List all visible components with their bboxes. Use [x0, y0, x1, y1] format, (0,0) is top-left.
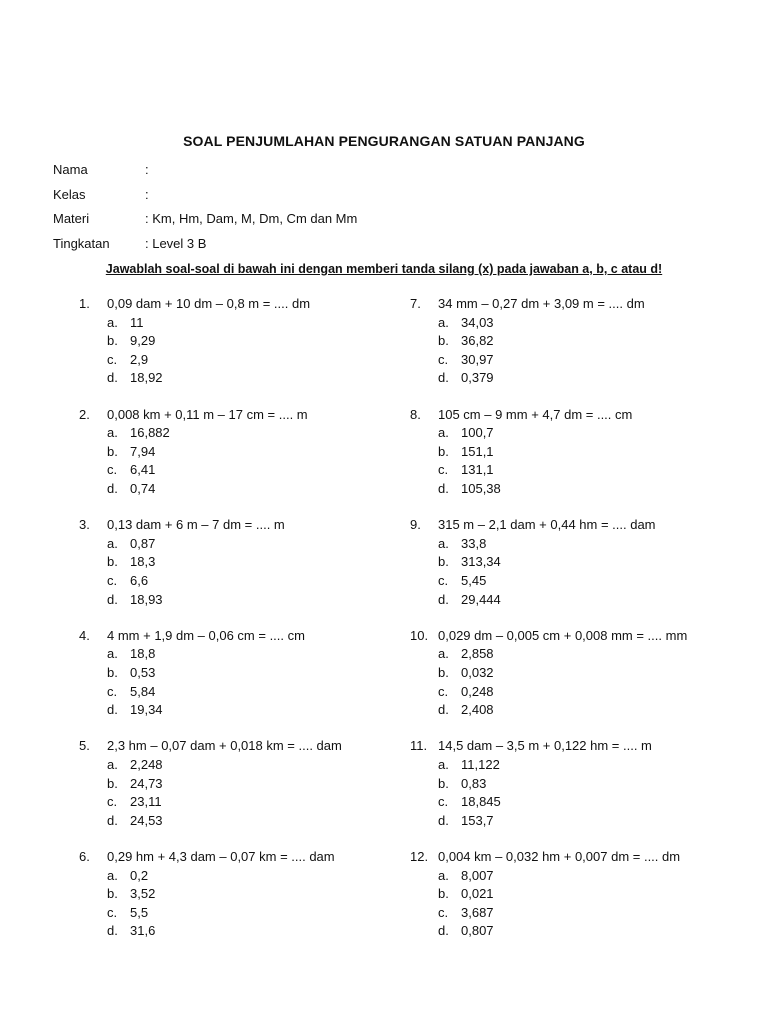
option-letter: d. [438, 591, 449, 607]
answer-option[interactable] [79, 480, 419, 499]
option-letter: a. [107, 867, 118, 883]
question-text: 0,09 dam + 10 dm – 0,8 m = .... dm [107, 296, 311, 311]
question-number: 10. [410, 627, 429, 643]
info-value: : [145, 186, 149, 202]
answer-option[interactable] [410, 922, 750, 941]
option-value: 11,122 [461, 756, 500, 772]
option-letter: d. [438, 702, 449, 718]
question-item [79, 848, 419, 959]
answer-option[interactable] [79, 443, 419, 462]
question-text: 105 cm – 9 mm + 4,7 dm = .... cm [438, 406, 633, 422]
option-letter: d. [438, 370, 449, 386]
option-value: 18,8 [130, 646, 156, 662]
option-value: 18,93 [130, 591, 163, 607]
option-letter: b. [107, 775, 118, 791]
answer-option[interactable] [410, 314, 750, 333]
option-value: 8,007 [461, 867, 494, 883]
option-letter: c. [438, 904, 449, 920]
option-value: 3,687 [461, 904, 494, 920]
option-value: 2,408 [461, 702, 494, 718]
option-letter: c. [107, 462, 118, 478]
info-value: : Km, Hm, Dam, M, Dm, Cm dan Mm [145, 211, 358, 226]
question-stem [410, 848, 750, 867]
answer-option[interactable] [410, 867, 750, 886]
option-letter: a. [438, 867, 449, 883]
info-value: : [145, 162, 149, 177]
answer-option[interactable] [79, 645, 419, 664]
option-letter: a. [438, 756, 449, 772]
option-value: 24,53 [130, 812, 163, 828]
question-item [79, 627, 419, 738]
option-value: 34,03 [461, 314, 494, 330]
answer-option[interactable] [410, 775, 750, 794]
option-letter: c. [438, 572, 449, 588]
info-value: : Level 3 B [145, 235, 207, 251]
option-letter: b. [107, 333, 118, 349]
option-letter: c. [438, 462, 449, 478]
info-label: Kelas [53, 186, 86, 202]
option-letter: c. [107, 351, 118, 367]
option-letter: b. [107, 886, 118, 902]
option-letter: a. [438, 646, 449, 662]
answer-option[interactable] [79, 572, 419, 591]
question-stem [79, 516, 419, 535]
info-label: Tingkatan [53, 235, 110, 251]
question-number: 4. [79, 627, 90, 643]
question-item [410, 848, 750, 959]
question-stem [410, 516, 750, 535]
answer-option[interactable] [79, 812, 419, 831]
option-value: 313,34 [461, 554, 501, 570]
question-item [410, 516, 750, 627]
answer-option[interactable] [79, 351, 419, 370]
option-letter: c. [438, 683, 449, 699]
answer-option[interactable] [79, 885, 419, 904]
answer-option[interactable] [79, 867, 419, 886]
question-text: 4 mm + 1,9 dm – 0,06 cm = .... cm [107, 627, 305, 643]
option-value: 16,882 [130, 425, 170, 441]
option-letter: d. [107, 702, 118, 718]
option-value: 5,84 [130, 683, 156, 699]
answer-option[interactable] [410, 664, 750, 683]
answer-option[interactable] [410, 572, 750, 591]
info-label: Materi [53, 211, 90, 226]
question-column-left [79, 295, 419, 959]
option-letter: c. [438, 351, 449, 367]
option-value: 18,845 [461, 794, 501, 810]
answer-option[interactable] [79, 314, 419, 333]
answer-option[interactable] [79, 369, 419, 388]
option-value: 29,444 [461, 591, 501, 607]
answer-option[interactable] [410, 443, 750, 462]
answer-option[interactable] [79, 424, 419, 443]
option-letter: a. [107, 425, 118, 441]
option-letter: c. [107, 904, 118, 920]
option-letter: d. [107, 923, 118, 939]
option-letter: b. [438, 333, 449, 349]
option-letter: d. [107, 591, 118, 607]
option-value: 153,7 [461, 812, 494, 828]
option-value: 31,6 [130, 923, 156, 939]
option-value: 6,41 [130, 462, 156, 478]
question-number: 5. [79, 738, 90, 754]
option-letter: b. [438, 886, 449, 902]
option-letter: d. [438, 923, 449, 939]
question-stem [410, 295, 750, 314]
question-text: 0,004 km – 0,032 hm + 0,007 dm = .... dm [438, 848, 681, 864]
answer-option[interactable] [410, 756, 750, 775]
info-row-tingkatan [53, 234, 713, 259]
question-number: 11. [410, 738, 428, 754]
option-value: 0,2 [130, 867, 149, 883]
answer-option[interactable] [79, 591, 419, 610]
answer-option[interactable] [410, 591, 750, 610]
option-value: 33,8 [461, 535, 487, 551]
question-number: 12. [410, 848, 429, 864]
question-stem [410, 406, 750, 425]
option-letter: a. [107, 535, 118, 551]
option-value: 30,97 [461, 351, 494, 367]
answer-option[interactable] [410, 701, 750, 720]
option-value: 0,87 [130, 535, 156, 551]
question-number: 2. [79, 406, 90, 422]
answer-option[interactable] [79, 756, 419, 775]
option-value: 6,6 [130, 572, 149, 588]
answer-option[interactable] [410, 812, 750, 831]
question-text: 34 mm – 0,27 dm + 3,09 m = .... dm [438, 296, 645, 311]
info-row-materi [53, 209, 713, 234]
option-letter: a. [438, 535, 449, 551]
answer-option[interactable] [410, 793, 750, 812]
option-value: 11 [130, 314, 144, 330]
option-letter: c. [107, 683, 118, 699]
instruction-text: Jawablah soal-soal di bawah ini dengan memberi tanda silang (x) pada jawaban a, b, c atau d! [105, 262, 663, 276]
option-value: 2,858 [461, 646, 494, 662]
option-letter: b. [107, 664, 118, 680]
answer-option[interactable] [410, 480, 750, 499]
option-value: 131,1 [461, 462, 494, 478]
option-letter: c. [438, 794, 449, 810]
option-letter: d. [107, 812, 118, 828]
question-stem [79, 406, 419, 425]
option-value: 24,73 [130, 775, 163, 791]
option-letter: d. [107, 480, 118, 496]
question-number: 3. [79, 517, 90, 533]
option-value: 5,45 [461, 572, 487, 588]
option-value: 0,83 [461, 775, 487, 791]
question-number: 9. [410, 517, 421, 533]
option-letter: a. [107, 314, 118, 330]
option-letter: b. [438, 664, 449, 680]
answer-option[interactable] [410, 683, 750, 702]
option-letter: b. [107, 443, 118, 459]
question-item [79, 406, 419, 517]
question-text: 315 m – 2,1 dam + 0,44 hm = .... dam [438, 517, 656, 533]
answer-option[interactable] [410, 351, 750, 370]
option-letter: d. [107, 370, 118, 386]
option-value: 5,5 [130, 904, 149, 920]
option-value: 2,248 [130, 756, 163, 772]
option-value: 100,7 [461, 425, 494, 441]
question-number: 7. [410, 296, 421, 311]
info-row-nama [53, 160, 713, 185]
option-value: 18,3 [130, 554, 156, 570]
option-letter: a. [438, 314, 449, 330]
answer-option[interactable] [79, 922, 419, 941]
question-text: 0,13 dam + 6 m – 7 dm = .... m [107, 517, 285, 533]
option-value: 2,9 [130, 351, 149, 367]
option-letter: a. [107, 756, 118, 772]
option-value: 7,94 [130, 443, 156, 459]
answer-option[interactable] [410, 553, 750, 572]
option-value: 3,52 [130, 886, 156, 902]
option-letter: b. [438, 443, 449, 459]
question-item [410, 295, 750, 406]
answer-option[interactable] [79, 701, 419, 720]
answer-option[interactable] [410, 332, 750, 351]
question-column-right [410, 295, 750, 959]
question-item [410, 737, 750, 848]
option-value: 36,82 [461, 333, 494, 349]
question-stem [79, 848, 419, 867]
option-value: 19,34 [130, 702, 163, 718]
question-text: 0,29 hm + 4,3 dam – 0,07 km = .... dam [107, 848, 335, 864]
option-value: 151,1 [461, 443, 494, 459]
answer-option[interactable] [79, 904, 419, 923]
answer-option[interactable] [79, 664, 419, 683]
question-stem [79, 295, 419, 314]
answer-option[interactable] [410, 645, 750, 664]
option-letter: c. [107, 794, 118, 810]
answer-option[interactable] [79, 793, 419, 812]
option-value: 9,29 [130, 333, 156, 349]
question-stem [410, 737, 750, 756]
option-letter: d. [438, 480, 449, 496]
option-value: 0,032 [461, 664, 494, 680]
option-value: 0,021 [461, 886, 494, 902]
question-item [79, 295, 419, 406]
question-number: 8. [410, 406, 421, 422]
question-text: 0,008 km + 0,11 m – 17 cm = .... m [107, 406, 308, 422]
option-letter: d. [438, 812, 449, 828]
answer-option[interactable] [79, 775, 419, 794]
answer-option[interactable] [79, 535, 419, 554]
answer-option[interactable] [410, 461, 750, 480]
option-value: 105,38 [461, 480, 501, 496]
page-title: SOAL PENJUMLAHAN PENGURANGAN SATUAN PANJANG [183, 133, 585, 149]
answer-option[interactable] [410, 904, 750, 923]
option-value: 0,379 [461, 370, 494, 386]
question-stem [79, 737, 419, 756]
answer-option[interactable] [410, 885, 750, 904]
option-letter: b. [438, 554, 449, 570]
question-stem [410, 627, 750, 646]
option-value: 0,53 [130, 664, 156, 680]
option-value: 0,74 [130, 480, 156, 496]
option-value: 0,248 [461, 683, 494, 699]
question-stem [79, 627, 419, 646]
question-item [410, 627, 750, 738]
option-letter: c. [107, 572, 118, 588]
info-label: Nama [53, 162, 88, 177]
option-letter: b. [107, 554, 118, 570]
answer-option[interactable] [79, 683, 419, 702]
question-text: 2,3 hm – 0,07 dam + 0,018 km = .... dam [107, 738, 342, 754]
option-letter: a. [107, 646, 118, 662]
question-number: 6. [79, 848, 90, 864]
answer-option[interactable] [410, 535, 750, 554]
question-text: 0,029 dm – 0,005 cm + 0,008 mm = .... mm [438, 627, 688, 643]
option-value: 18,92 [130, 370, 163, 386]
option-letter: a. [438, 425, 449, 441]
student-info [53, 160, 713, 258]
answer-option[interactable] [79, 553, 419, 572]
question-number: 1. [79, 296, 90, 311]
question-text: 14,5 dam – 3,5 m + 0,122 hm = .... m [438, 738, 652, 754]
answer-option[interactable] [410, 369, 750, 388]
answer-option[interactable] [79, 332, 419, 351]
question-item [79, 737, 419, 848]
question-item [79, 516, 419, 627]
answer-option[interactable] [410, 424, 750, 443]
option-letter: b. [438, 775, 449, 791]
option-value: 23,11 [130, 794, 162, 810]
question-item [410, 406, 750, 517]
answer-option[interactable] [79, 461, 419, 480]
option-value: 0,807 [461, 923, 494, 939]
info-row-kelas [53, 185, 713, 210]
